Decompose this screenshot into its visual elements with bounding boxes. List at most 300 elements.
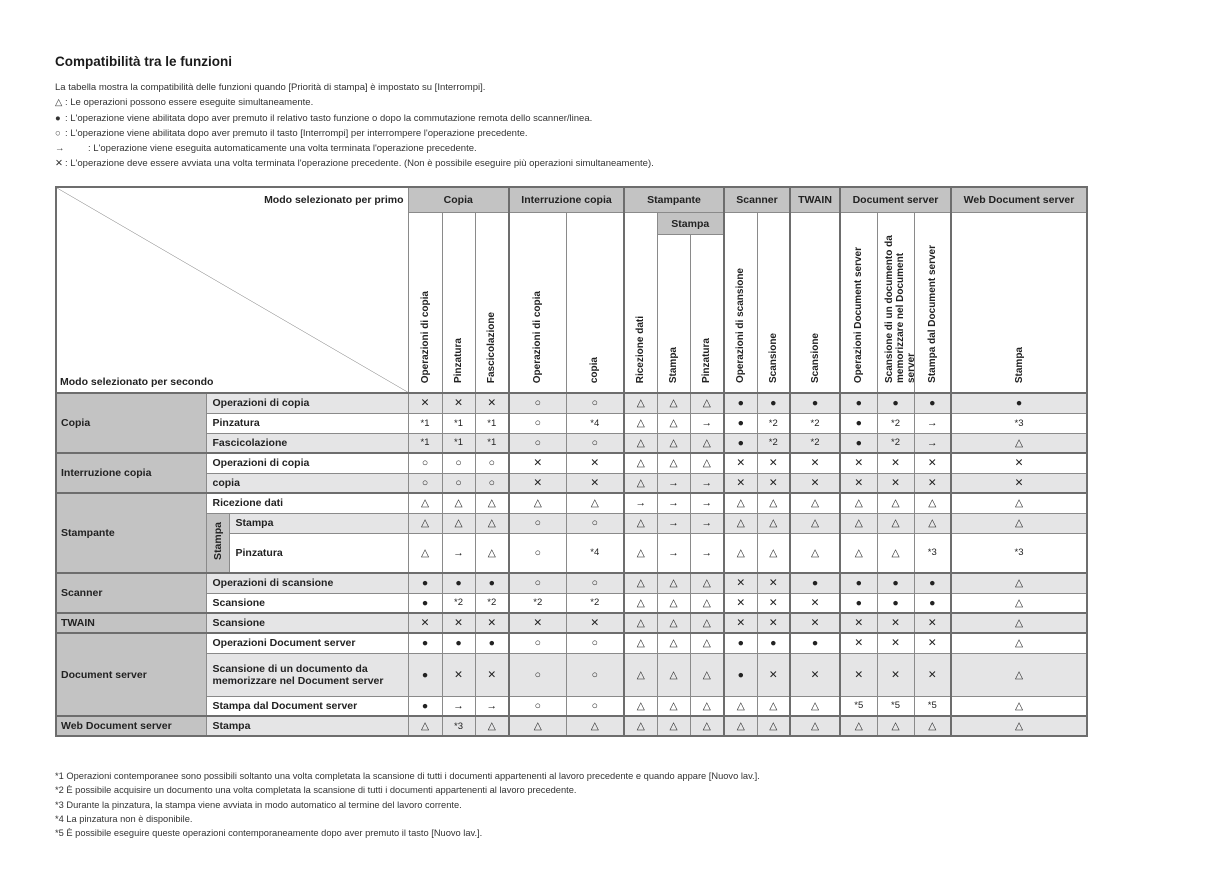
filled-circle-icon: ●	[55, 112, 61, 124]
triangle-icon: △	[951, 613, 1087, 633]
footnote-ref: *3	[951, 533, 1087, 573]
row-label: Operazioni di copia	[206, 393, 408, 413]
col-group-webdoc: Web Document server	[951, 187, 1087, 213]
row-group-webdoc: Web Document server	[56, 716, 206, 736]
table-row	[56, 513, 1087, 533]
triangle-icon: △	[657, 633, 690, 653]
footnote-ref: *2	[442, 593, 475, 613]
cross-icon: ✕	[840, 633, 877, 653]
triangle-icon: △	[790, 513, 840, 533]
triangle-icon: △	[657, 393, 690, 413]
triangle-icon: △	[840, 716, 877, 736]
circle-icon: ○	[475, 453, 509, 473]
arrow-right-icon: →	[690, 513, 724, 533]
col-header: Operazioni di scansione	[724, 213, 757, 394]
triangle-icon: △	[657, 716, 690, 736]
triangle-icon: △	[657, 573, 690, 593]
arrow-right-icon: →	[690, 473, 724, 493]
row-label: Stampa	[206, 716, 408, 736]
cross-icon: ✕	[914, 633, 951, 653]
triangle-icon: △	[951, 593, 1087, 613]
footnote-ref: *5	[877, 696, 914, 716]
table-row	[56, 393, 1087, 413]
triangle-icon: △	[624, 393, 657, 413]
triangle-icon: △	[951, 716, 1087, 736]
triangle-icon: △	[840, 493, 877, 513]
row-label: Pinzatura	[229, 533, 408, 573]
col-group-stampante: Stampante	[624, 187, 724, 213]
cross-icon: ✕	[566, 473, 624, 493]
filled-circle-icon: ●	[840, 393, 877, 413]
triangle-icon: △	[724, 513, 757, 533]
triangle-icon: △	[951, 493, 1087, 513]
footnote-ref: *5	[914, 696, 951, 716]
filled-circle-icon: ●	[724, 433, 757, 453]
row-group-interruzione: Interruzione copia	[56, 453, 206, 493]
corner-top-label: Modo selezionato per primo	[264, 194, 404, 206]
triangle-icon: △	[475, 493, 509, 513]
triangle-icon: △	[951, 433, 1087, 453]
triangle-icon: △	[442, 513, 475, 533]
col-group-twain: TWAIN	[790, 187, 840, 213]
circle-icon: ○	[408, 473, 442, 493]
cross-icon: ✕	[757, 653, 790, 696]
cross-icon: ✕	[914, 653, 951, 696]
col-header: Operazioni Document server	[840, 213, 877, 394]
cross-icon: ✕	[757, 593, 790, 613]
filled-circle-icon: ●	[790, 573, 840, 593]
cross-icon: ✕	[442, 653, 475, 696]
cross-icon: ✕	[55, 158, 63, 170]
footnotes	[55, 769, 760, 840]
triangle-icon: △	[624, 413, 657, 433]
filled-circle-icon: ●	[840, 593, 877, 613]
col-header: Pinzatura	[442, 213, 475, 394]
triangle-icon: △	[624, 613, 657, 633]
footnote-ref: *2	[877, 433, 914, 453]
filled-circle-icon: ●	[442, 573, 475, 593]
filled-circle-icon: ●	[724, 393, 757, 413]
circle-icon: ○	[509, 513, 566, 533]
footnote-ref: *4	[566, 413, 624, 433]
col-header: Ricezione dati	[624, 213, 657, 394]
filled-circle-icon: ●	[475, 633, 509, 653]
col-group-interruzione: Interruzione copia	[509, 187, 624, 213]
triangle-icon: △	[566, 493, 624, 513]
table-row	[56, 473, 1087, 493]
arrow-right-icon: →	[914, 413, 951, 433]
arrow-right-icon: →	[657, 473, 690, 493]
filled-circle-icon: ●	[724, 633, 757, 653]
arrow-right-icon: →	[657, 533, 690, 573]
triangle-icon: △	[624, 533, 657, 573]
triangle-icon: △	[690, 613, 724, 633]
triangle-icon: △	[475, 533, 509, 573]
triangle-icon: △	[757, 493, 790, 513]
row-subgroup-stampa: Stampa	[206, 513, 229, 573]
circle-icon: ○	[509, 653, 566, 696]
triangle-icon: △	[840, 513, 877, 533]
triangle-icon: △	[624, 593, 657, 613]
triangle-icon: △	[790, 533, 840, 573]
circle-icon: ○	[566, 696, 624, 716]
footnote-ref: *2	[877, 413, 914, 433]
table-row	[56, 593, 1087, 613]
row-label: Ricezione dati	[206, 493, 408, 513]
triangle-icon: △	[408, 716, 442, 736]
filled-circle-icon: ●	[877, 393, 914, 413]
intro-block	[55, 80, 654, 172]
arrow-right-icon: →	[690, 493, 724, 513]
footnote-ref: *1	[408, 413, 442, 433]
filled-circle-icon: ●	[757, 393, 790, 413]
triangle-icon: △	[624, 473, 657, 493]
cross-icon: ✕	[790, 593, 840, 613]
triangle-icon: △	[757, 696, 790, 716]
triangle-icon: △	[914, 513, 951, 533]
row-label: Operazioni di scansione	[206, 573, 408, 593]
footnote-ref: *1	[442, 433, 475, 453]
cross-icon: ✕	[840, 613, 877, 633]
arrow-right-icon: →	[442, 696, 475, 716]
corner-bottom-label: Modo selezionato per secondo	[60, 376, 214, 388]
filled-circle-icon: ●	[408, 696, 442, 716]
cross-icon: ✕	[724, 593, 757, 613]
cross-icon: ✕	[914, 453, 951, 473]
row-label: Scansione di un documento da memorizzare nel Document server	[206, 653, 408, 696]
triangle-icon: △	[475, 716, 509, 736]
filled-circle-icon: ●	[951, 393, 1087, 413]
footnote-ref: *5	[840, 696, 877, 716]
cross-icon: ✕	[877, 613, 914, 633]
triangle-icon: △	[757, 533, 790, 573]
row-label: Stampa dal Document server	[206, 696, 408, 716]
row-label: Scansione	[206, 593, 408, 613]
triangle-icon: △	[690, 573, 724, 593]
triangle-icon: △	[877, 533, 914, 573]
cross-icon: ✕	[442, 613, 475, 633]
cross-icon: ✕	[840, 653, 877, 696]
col-group-scanner: Scanner	[724, 187, 790, 213]
triangle-icon: △	[408, 533, 442, 573]
triangle-icon: △	[690, 653, 724, 696]
table-row	[56, 696, 1087, 716]
col-header: Stampa	[657, 235, 690, 394]
cross-icon: ✕	[475, 613, 509, 633]
triangle-icon: △	[951, 696, 1087, 716]
col-group-copia: Copia	[408, 187, 509, 213]
triangle-icon: △	[624, 573, 657, 593]
footnote: *2 È possibile acquisire un documento una volta completata la scansione di tutti i documenti appartenenti al lavoro precedente.	[55, 785, 577, 796]
footnote: *5 È possibile eseguire queste operazioni contemporaneamente dopo aver premuto il tasto [Nuovo lav.].	[55, 828, 483, 839]
circle-icon: ○	[566, 633, 624, 653]
arrow-right-icon: →	[624, 493, 657, 513]
cross-icon: ✕	[951, 453, 1087, 473]
triangle-icon: △	[690, 393, 724, 413]
triangle-icon: △	[657, 653, 690, 696]
compatibility-table	[55, 186, 1088, 737]
filled-circle-icon: ●	[790, 393, 840, 413]
filled-circle-icon: ●	[877, 593, 914, 613]
col-header: Stampa	[951, 213, 1087, 394]
footnote-ref: *2	[509, 593, 566, 613]
row-group-stampante: Stampante	[56, 493, 206, 573]
triangle-icon: △	[55, 97, 63, 109]
row-label: copia	[206, 473, 408, 493]
cross-icon: ✕	[475, 393, 509, 413]
cross-icon: ✕	[951, 473, 1087, 493]
circle-icon: ○	[509, 393, 566, 413]
legend-item: ○ : L'operazione viene abilitata dopo aver premuto il tasto [Interrompi] per interrompere l'operazione precedente.	[55, 126, 654, 141]
cross-icon: ✕	[877, 653, 914, 696]
row-group-scanner: Scanner	[56, 573, 206, 613]
arrow-right-icon: →	[657, 493, 690, 513]
triangle-icon: △	[790, 696, 840, 716]
row-label: Operazioni Document server	[206, 633, 408, 653]
circle-icon: ○	[509, 413, 566, 433]
cross-icon: ✕	[724, 573, 757, 593]
triangle-icon: △	[624, 696, 657, 716]
cross-icon: ✕	[757, 573, 790, 593]
arrow-right-icon: →	[914, 433, 951, 453]
filled-circle-icon: ●	[840, 573, 877, 593]
row-label: Operazioni di copia	[206, 453, 408, 473]
diagonal-line	[57, 188, 408, 392]
cross-icon: ✕	[877, 453, 914, 473]
triangle-icon: △	[914, 493, 951, 513]
arrow-right-icon: →	[475, 696, 509, 716]
col-subgroup-stampa: Stampa	[657, 213, 724, 235]
triangle-icon: △	[690, 633, 724, 653]
triangle-icon: △	[724, 696, 757, 716]
triangle-icon: △	[951, 573, 1087, 593]
circle-icon: ○	[509, 573, 566, 593]
arrow-right-icon: →	[442, 533, 475, 573]
col-header: copia	[566, 213, 624, 394]
circle-icon: ○	[509, 696, 566, 716]
triangle-icon: △	[877, 716, 914, 736]
col-header: Fascicolazione	[475, 213, 509, 394]
legend-item: △ : Le operazioni possono essere eseguite simultaneamente.	[55, 95, 654, 110]
triangle-icon: △	[690, 696, 724, 716]
circle-icon: ○	[509, 533, 566, 573]
row-group-twain: TWAIN	[56, 613, 206, 633]
cross-icon: ✕	[724, 473, 757, 493]
cross-icon: ✕	[790, 473, 840, 493]
footnote-ref: *3	[914, 533, 951, 573]
circle-icon: ○	[442, 473, 475, 493]
cross-icon: ✕	[566, 613, 624, 633]
triangle-icon: △	[566, 716, 624, 736]
footnote-ref: *2	[475, 593, 509, 613]
col-header: Scansione di un documento da memorizzare nel Document server	[877, 213, 914, 394]
triangle-icon: △	[624, 633, 657, 653]
triangle-icon: △	[914, 716, 951, 736]
cross-icon: ✕	[509, 613, 566, 633]
triangle-icon: △	[657, 696, 690, 716]
filled-circle-icon: ●	[724, 413, 757, 433]
triangle-icon: △	[724, 716, 757, 736]
triangle-icon: △	[509, 493, 566, 513]
corner-header	[56, 187, 408, 393]
filled-circle-icon: ●	[914, 573, 951, 593]
triangle-icon: △	[657, 453, 690, 473]
col-group-docserver: Document server	[840, 187, 951, 213]
filled-circle-icon: ●	[840, 433, 877, 453]
circle-icon: ○	[566, 573, 624, 593]
triangle-icon: △	[951, 653, 1087, 696]
filled-circle-icon: ●	[914, 393, 951, 413]
row-label: Scansione	[206, 613, 408, 633]
circle-icon: ○	[566, 393, 624, 413]
filled-circle-icon: ●	[914, 593, 951, 613]
table-row	[56, 633, 1087, 653]
cross-icon: ✕	[757, 613, 790, 633]
footnote-ref: *1	[408, 433, 442, 453]
triangle-icon: △	[624, 433, 657, 453]
cross-icon: ✕	[840, 473, 877, 493]
triangle-icon: △	[840, 533, 877, 573]
legend-item: ● : L'operazione viene abilitata dopo aver premuto il relativo tasto funzione o dopo la commutazione remota dello scanner/linea.	[55, 111, 654, 126]
triangle-icon: △	[624, 653, 657, 696]
footnote: *3 Durante la pinzatura, la stampa viene avviata in modo automatico al termine del lavoro corrente.	[55, 799, 462, 810]
col-header: Stampa dal Document server	[914, 213, 951, 394]
row-group-docserver: Document server	[56, 633, 206, 716]
triangle-icon: △	[624, 716, 657, 736]
row-label: Stampa	[229, 513, 408, 533]
footnote-ref: *1	[475, 413, 509, 433]
cross-icon: ✕	[790, 653, 840, 696]
triangle-icon: △	[757, 716, 790, 736]
table-row	[56, 433, 1087, 453]
circle-icon: ○	[566, 653, 624, 696]
triangle-icon: △	[624, 513, 657, 533]
triangle-icon: △	[657, 613, 690, 633]
triangle-icon: △	[690, 433, 724, 453]
filled-circle-icon: ●	[840, 413, 877, 433]
cross-icon: ✕	[790, 613, 840, 633]
triangle-icon: △	[724, 533, 757, 573]
filled-circle-icon: ●	[408, 573, 442, 593]
triangle-icon: △	[408, 513, 442, 533]
footnote-ref: *2	[790, 433, 840, 453]
cross-icon: ✕	[408, 393, 442, 413]
filled-circle-icon: ●	[790, 633, 840, 653]
circle-icon: ○	[566, 513, 624, 533]
arrow-right-icon: →	[55, 143, 65, 155]
circle-icon: ○	[509, 433, 566, 453]
footnote: *4 La pinzatura non è disponibile.	[55, 813, 193, 824]
filled-circle-icon: ●	[408, 633, 442, 653]
cross-icon: ✕	[724, 613, 757, 633]
filled-circle-icon: ●	[877, 573, 914, 593]
triangle-icon: △	[657, 413, 690, 433]
arrow-right-icon: →	[690, 533, 724, 573]
triangle-icon: △	[690, 716, 724, 736]
col-header: Scansione	[757, 213, 790, 394]
cross-icon: ✕	[914, 473, 951, 493]
table-row	[56, 413, 1087, 433]
filled-circle-icon: ●	[475, 573, 509, 593]
footnote-ref: *2	[757, 413, 790, 433]
table-row	[56, 653, 1087, 696]
footnote-ref: *2	[790, 413, 840, 433]
triangle-icon: △	[624, 453, 657, 473]
circle-icon: ○	[509, 633, 566, 653]
triangle-icon: △	[657, 593, 690, 613]
row-group-copia: Copia	[56, 393, 206, 453]
legend-item: ✕ : L'operazione deve essere avviata una volta terminata l'operazione precedente. (Non è possibile eseguire più operazioni simultaneamente).	[55, 156, 654, 171]
circle-icon: ○	[566, 433, 624, 453]
triangle-icon: △	[509, 716, 566, 736]
filled-circle-icon: ●	[442, 633, 475, 653]
table-row	[56, 573, 1087, 593]
arrow-right-icon: →	[690, 413, 724, 433]
cross-icon: ✕	[509, 453, 566, 473]
footnote-ref: *1	[442, 413, 475, 433]
legend-item: → : L'operazione viene eseguita automaticamente una volta terminata l'operazione precedente.	[55, 141, 654, 156]
arrow-right-icon: →	[657, 513, 690, 533]
filled-circle-icon: ●	[757, 633, 790, 653]
table-row	[56, 453, 1087, 473]
row-label: Pinzatura	[206, 413, 408, 433]
intro-text: La tabella mostra la compatibilità delle funzioni quando [Priorità di stampa] è impostato su [Interrompi].	[55, 82, 486, 93]
cross-icon: ✕	[566, 453, 624, 473]
triangle-icon: △	[877, 493, 914, 513]
table-row	[56, 493, 1087, 513]
cross-icon: ✕	[408, 613, 442, 633]
footnote-ref: *3	[442, 716, 475, 736]
cross-icon: ✕	[877, 473, 914, 493]
triangle-icon: △	[951, 513, 1087, 533]
footnote-ref: *4	[566, 533, 624, 573]
cross-icon: ✕	[757, 453, 790, 473]
col-header: Operazioni di copia	[408, 213, 442, 394]
triangle-icon: △	[877, 513, 914, 533]
triangle-icon: △	[951, 633, 1087, 653]
circle-icon: ○	[408, 453, 442, 473]
triangle-icon: △	[657, 433, 690, 453]
circle-icon: ○	[475, 473, 509, 493]
cross-icon: ✕	[509, 473, 566, 493]
cross-icon: ✕	[442, 393, 475, 413]
triangle-icon: △	[790, 716, 840, 736]
col-header: Scansione	[790, 213, 840, 394]
table-row	[56, 613, 1087, 633]
triangle-icon: △	[690, 453, 724, 473]
cross-icon: ✕	[724, 453, 757, 473]
footnote-ref: *1	[475, 433, 509, 453]
footnote-ref: *3	[951, 413, 1087, 433]
triangle-icon: △	[475, 513, 509, 533]
filled-circle-icon: ●	[724, 653, 757, 696]
triangle-icon: △	[724, 493, 757, 513]
footnote-ref: *2	[566, 593, 624, 613]
triangle-icon: △	[757, 513, 790, 533]
filled-circle-icon: ●	[408, 653, 442, 696]
col-header: Operazioni di copia	[509, 213, 566, 394]
cross-icon: ✕	[475, 653, 509, 696]
cross-icon: ✕	[914, 613, 951, 633]
row-label: Fascicolazione	[206, 433, 408, 453]
triangle-icon: △	[408, 493, 442, 513]
cross-icon: ✕	[877, 633, 914, 653]
cross-icon: ✕	[840, 453, 877, 473]
triangle-icon: △	[442, 493, 475, 513]
filled-circle-icon: ●	[408, 593, 442, 613]
cross-icon: ✕	[790, 453, 840, 473]
circle-icon: ○	[442, 453, 475, 473]
